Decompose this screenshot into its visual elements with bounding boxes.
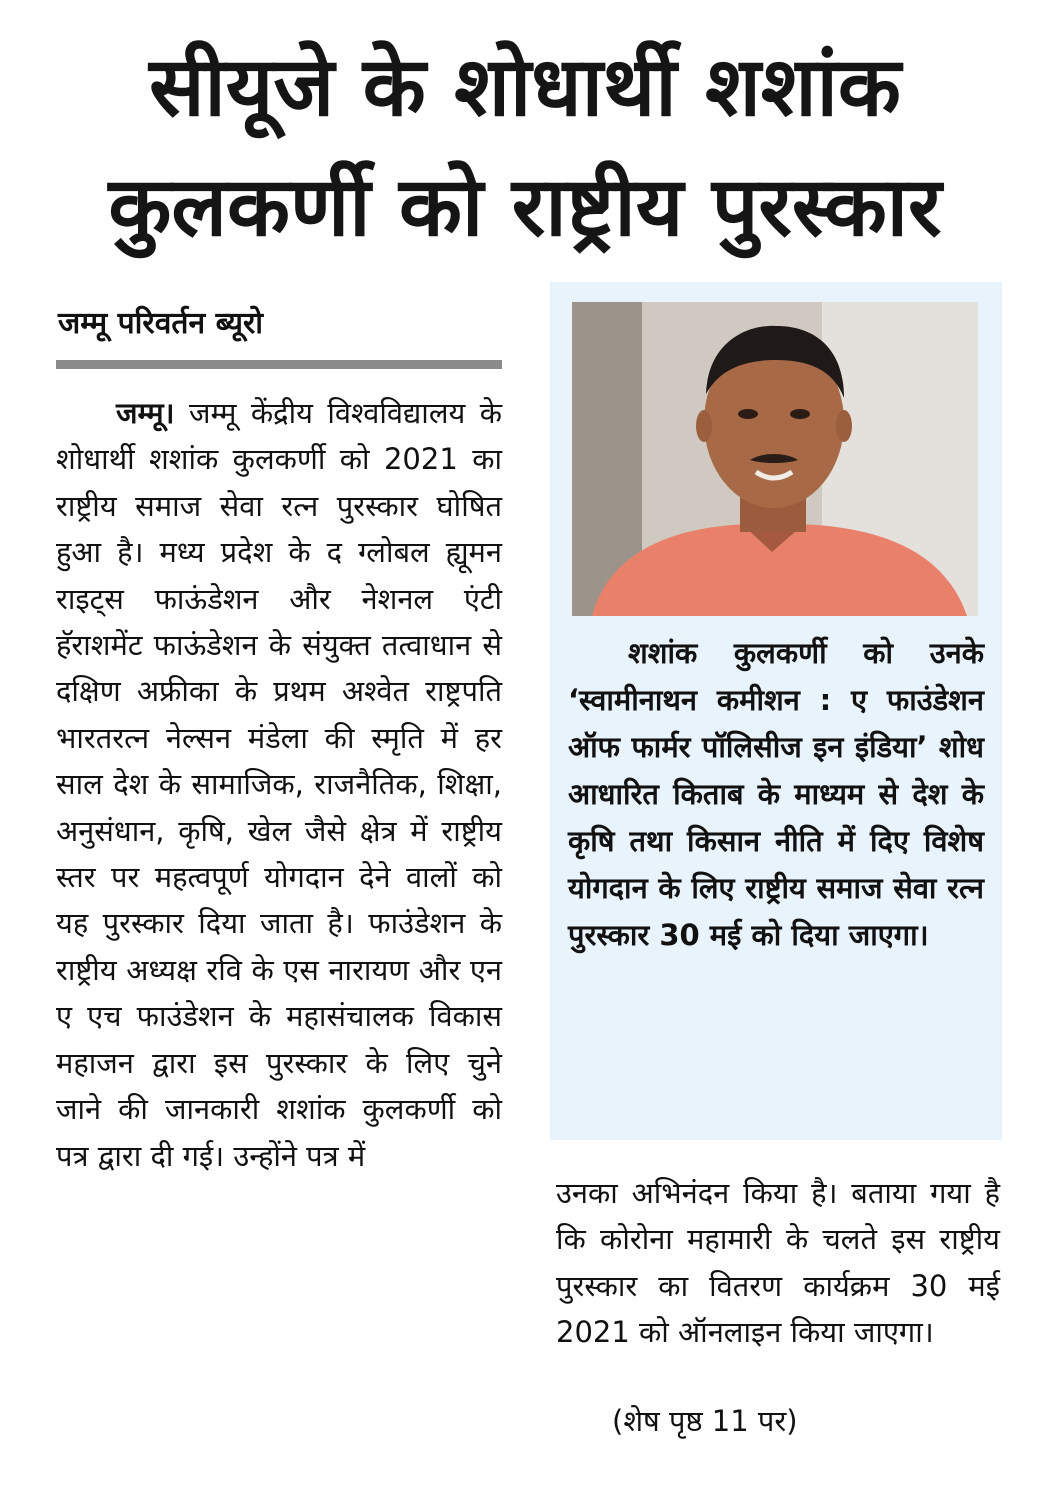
- dateline: जम्मू।: [116, 396, 175, 430]
- byline: जम्मू परिवर्तन ब्यूरो: [58, 306, 264, 341]
- body-right-column: उनका अभिनंदन किया है। बताया गया है कि कोरोना महामारी के चलते इस राष्ट्रीय पुरस्कार का वितरण कार्यक्रम 30 मई 2021 को ऑनलाइन किया जाएगा।: [556, 1176, 1000, 1350]
- continued-note: (शेष पृष्ठ 11 पर): [612, 1404, 798, 1438]
- headline-line-2: कुलकर्णी को राष्ट्रीय पुरस्कार: [108, 160, 942, 255]
- portrait-photo: [572, 302, 978, 616]
- photo-caption-box: [550, 282, 1002, 1140]
- byline-rule: [56, 360, 502, 369]
- photo-caption-text: शशांक कुलकर्णी को उनके ‘स्वामीनाथन कमीशन : ए फाउंडेशन ऑफ फार्मर पॉलिसीज इन इंडिया’ शोध आधारित किताब के माध्यम से देश के कृषि तथा किसान नीति में दिए विशेष योगदान के लिए राष्ट्रीय समाज सेवा रत्न पुरस्कार 30 मई को दिया जाएगा।: [568, 636, 984, 952]
- portrait-illustration: [572, 302, 978, 616]
- body-left-column: [56, 390, 502, 1179]
- headline-line-1: सीयूजे के शोधार्थी शशांक: [149, 40, 901, 135]
- headline: [30, 28, 1020, 268]
- body-left-text: जम्मू केंद्रीय विश्वविद्यालय के शोधार्थी शशांक कुलकर्णी को 2021 का राष्ट्रीय समाज सेवा रत्न पुरस्कार घोषित हुआ है। मध्य प्रदेश के द ग्लोबल ह्यूमन राइट्स फाऊंडेशन और नेशनल एंटी हॅराशमेंट फाऊंडेशन के संयुक्त तत्वाधान से दक्षिण अफ्रीका के प्रथम अश्वेत राष्ट्रपति भारतरत्न नेल्सन मंडेला की स्मृति में हर साल देश के सामाजिक, राजनैतिक, शिक्षा, अनुसंधान, कृषि, खेल जैसे क्षेत्र में राष्ट्रीय स्तर पर महत्वपूर्ण योगदान देने वालों को यह पुरस्कार दिया जाता है। फाउंडेशन के राष्ट्रीय अध्यक्ष रवि के एस नारायण और एन ए एच फाउंडेशन के महासंचालक विकास महाजन द्वारा इस पुरस्कार के लिए चुने जाने की जानकारी शशांक कुलकर्णी को पत्र द्वारा दी गई। उन्होंने पत्र में: [56, 396, 502, 1173]
- photo-caption: [568, 630, 984, 959]
